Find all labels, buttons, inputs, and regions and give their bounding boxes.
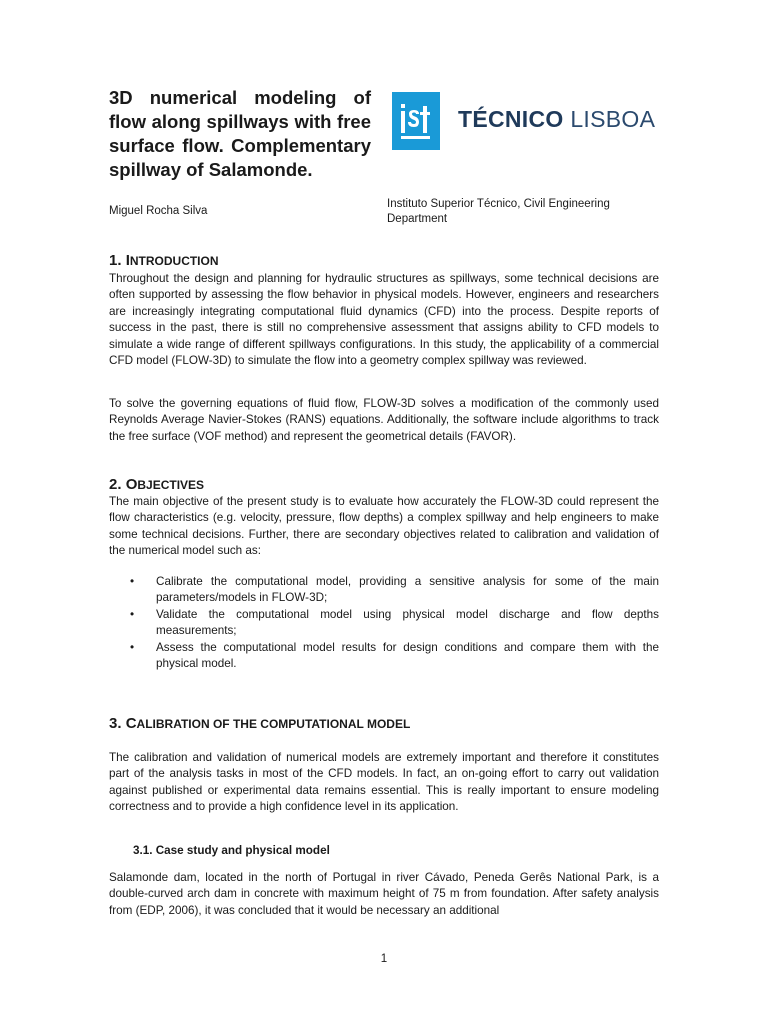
section-heading-rest: BJECTIVES — [137, 478, 205, 492]
intro-paragraph-2: To solve the governing equations of fluid flow, FLOW-3D solves a modification of the commonly used Reynolds Average Navier-Stokes (RANS) equations. Additionally, the software include algorithms to track the free surface (VOF method) and represent the geometrical details (FAVOR). — [109, 397, 659, 443]
logo-wordmark-bold: TÉCNICO — [458, 106, 564, 132]
intro-paragraph-1: Throughout the design and planning for hydraulic structures as spillways, some technical decisions are often supported by assessing the flow behavior in physical models. However, engineers and researchers are increasingly integrating computational fluid dynamics (CFD) into the process. Despite reports of success in the past, there is still no comprehensive assessment that assigns ability to CFD models to simulate a wide range of different spillways configurations. In this study, the applicability of a commercial CFD model (FLOW-3D) to simulate the flow into a geometry complex spillway was reviewed. — [109, 272, 659, 368]
list-item — [130, 640, 659, 673]
section-heading-cap: O — [125, 476, 138, 493]
bullet-icon: • — [130, 575, 135, 588]
case-study-paragraph-1: Salamonde dam, located in the north of Portugal in river Cávado, Peneda Gerês National Park, is a double-curved arch dam in concrete with maximum height of 75 m from foundation. After safety analysis from (EDP, 2006), it was concluded that it would be necessary an additional — [109, 871, 659, 917]
list-item — [130, 574, 659, 607]
list-item-text: Calibrate the computational model, providing a sensitive analysis for some of the main parameters/models in FLOW-3D; — [156, 575, 659, 605]
bullet-icon: • — [130, 640, 135, 654]
tecnico-lisboa-logo — [392, 92, 654, 152]
section-heading-calibration — [109, 715, 410, 732]
section-heading-rest: ALIBRATION OF THE COMPUTATIONAL MODEL — [136, 717, 411, 731]
bullet-icon: • — [130, 607, 135, 621]
section-number: 2. — [109, 476, 122, 493]
logo-wordmark-light: LISBOA — [570, 106, 656, 132]
page-number: 1 — [380, 953, 388, 965]
section-heading-cap: C — [125, 715, 137, 732]
section-heading-objectives — [109, 476, 204, 493]
author-name: Miguel Rocha Silva — [109, 205, 208, 217]
objectives-paragraph-1: The main objective of the present study is to evaluate how accurately the FLOW-3D could represent the flow characteristics (e.g. velocity, pressure, flow depths) a complex spillway and help engineers to make some technical decisions. Further, there are secondary objectives related to calibration and validation of the numerical model such as: — [109, 495, 659, 558]
objectives-bullet-list — [130, 574, 659, 672]
section-number: 1. — [109, 252, 122, 269]
calibration-paragraph-1: The calibration and validation of numerical models are extremely important and therefore it constitutes part of the analysis tasks in most of the CFD models. In fact, an on-going effort to carry out validation against published or experimental data remains essential. This is really important to ensure modeling correctness and to provide a high confidence level in its application. — [109, 751, 659, 814]
ist-logo-icon — [392, 92, 440, 150]
section-heading-rest: NTRODUCTION — [129, 254, 219, 268]
subsection-heading-case-study: 3.1. Case study and physical model — [133, 844, 330, 857]
paper-title: 3D numerical modeling of flow along spillways with free surface flow. Complementary spillway of Salamonde. — [109, 87, 371, 180]
logo-wordmark — [458, 106, 655, 133]
list-item-text: Validate the computational model using physical model discharge and flow depths measurements; — [156, 607, 659, 638]
affiliation: Instituto Superior Técnico, Civil Engineering Department — [387, 198, 610, 225]
list-item-text: Assess the computational model results for design conditions and compare them with the physical model. — [156, 640, 659, 671]
list-item — [130, 607, 659, 640]
section-heading-introduction — [109, 252, 219, 269]
section-heading-cap: I — [125, 252, 130, 269]
section-number: 3. — [109, 715, 122, 732]
